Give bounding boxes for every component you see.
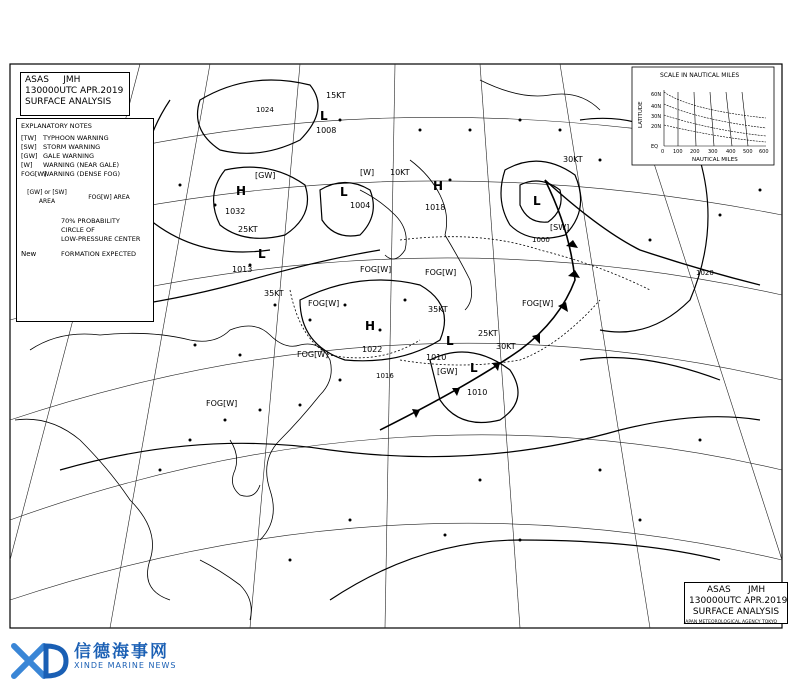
agency-short: ASAS [706,585,731,595]
gale-warning-label: [GW] [437,367,458,376]
legend-row: FOG[W] WARNING (DENSE FOG) [21,170,121,178]
pressure-value: 1000 [532,236,550,244]
movement-speed: 35KT [264,289,284,298]
movement-labels [238,91,583,351]
legend-row: [GW] GALE WARNING [21,152,94,160]
chart-product: SURFACE ANALYSIS [692,607,780,617]
pressure-center-l-4 [426,334,454,362]
fog-warning-label: FOG[W] [308,299,340,308]
low-symbol: L [340,185,348,199]
pressure-center-h-1 [225,184,246,216]
agency-short: ASAS [25,75,49,85]
scale-lat-tick: 30N [651,114,662,120]
low-symbol: L [446,334,454,348]
low-symbol: L [533,194,541,208]
pressure-center-l-5 [232,247,266,274]
chart-product: SURFACE ANALYSIS [25,97,112,107]
chart-title-box-top [20,72,130,116]
chart-title-box-bottom [684,582,788,624]
isobar-value: 1024 [256,106,274,114]
legend-prob-line1: 70% PROBABILITY [61,217,120,225]
isobar-value: 1016 [376,372,394,380]
brand-watermark [74,638,176,674]
scale-nm-tick: 100 [673,149,683,155]
pressure-value: 1004 [350,201,371,210]
pressure-center-l-2 [316,109,336,135]
legend-row: [SW] STORM WARNING [21,143,101,151]
pressure-value: 1010 [467,388,488,397]
scale-nm-tick: 300 [708,149,718,155]
brand-english-name: XINDE MARINE NEWS [74,660,177,670]
high-symbol: H [365,319,376,333]
legend-new-label: New [21,250,37,258]
scale-graph [632,67,774,165]
fog-warning-label: FOG[W] [425,268,457,277]
near-gale-warning-label: [W] [360,168,375,177]
brand-chinese-name: 信德海事网 [74,641,169,662]
legend-row: [W] WARNING (NEAR GALE) [21,161,120,169]
explanatory-notes [16,118,154,322]
pressure-center-l-3 [532,194,550,244]
scale-nm-tick: 400 [726,149,736,155]
scale-nm-tick: 600 [759,149,769,155]
storm-warning-label: [SW] [550,223,570,232]
pressure-center-l-6 [467,361,487,397]
low-symbol: L [258,247,266,261]
agency-code: JMH [63,75,81,85]
legend-fog-area: FOG[W] AREA [88,193,130,201]
chart-datetime: 130000UTC APR.2019 [25,86,124,96]
scale-x-label: NAUTICAL MILES [692,157,738,163]
pressure-center-h-2 [362,319,382,354]
legend-row: [TW] TYPHOON WARNING [21,134,109,142]
legend-gale-storm-area: [GW] or [SW] AREA [27,189,67,205]
explanatory-notes-title: EXPLANATORY NOTES [21,122,92,130]
high-symbol: H [433,179,444,193]
scale-lat-tick: 40N [651,104,662,110]
high-symbol: H [236,184,247,198]
gale-warning-label: [GW] [255,171,276,180]
fog-warning-label: FOG[W] [297,350,329,359]
fog-warning-label: FOG[W] [206,399,238,408]
scale-lat-tick: 60N [651,92,662,98]
movement-speed: 10KT [390,168,410,177]
legend-new-text: FORMATION EXPECTED [61,250,137,258]
movement-speed: 30KT [496,342,516,351]
movement-speed: 30KT [563,155,583,164]
isobar-value: 1020 [696,269,714,277]
pressure-value: 1018 [425,203,446,212]
pressure-value: 1013 [232,265,253,274]
scale-lat-tick: EQ [651,144,659,150]
scale-nm-tick: 200 [690,149,700,155]
scale-nm-tick: 0 [661,149,665,155]
scale-nm-tick: 500 [743,149,753,155]
brand-logo-icon [14,646,66,676]
occluded-front [545,180,760,285]
low-symbol: L [470,361,478,375]
warning-area-outlines [290,237,650,365]
fog-warning-label: FOG[W] [522,299,554,308]
pressure-value: 1032 [225,207,246,216]
legend-prob-line2: CIRCLE OF [61,226,95,234]
legend-prob-line3: LOW-PRESSURE CENTER [61,235,141,243]
movement-speed: 15KT [326,91,346,100]
station-plots [159,119,762,562]
scale-lat-tick: 20N [651,124,662,130]
movement-speed: 35KT [428,305,448,314]
pressure-value: 1022 [362,345,383,354]
movement-speed: 25KT [238,225,258,234]
agency-code: JMH [747,585,766,595]
scale-y-label: LATITUDE [638,101,644,128]
agency-full-name: JAPAN METEOROLOGICAL AGENCY TOKYO [684,620,778,625]
low-symbol: L [320,109,328,123]
movement-speed: 25KT [478,329,498,338]
scale-title: SCALE IN NAUTICAL MILES [660,72,740,79]
pressure-center-h-3 [425,179,445,212]
pressure-value: 1008 [316,126,337,135]
pressure-value: 1010 [426,353,447,362]
fog-warning-label: FOG[W] [360,265,392,274]
pressure-center-l-1 [340,185,370,210]
chart-datetime: 130000UTC APR.2019 [689,596,788,606]
